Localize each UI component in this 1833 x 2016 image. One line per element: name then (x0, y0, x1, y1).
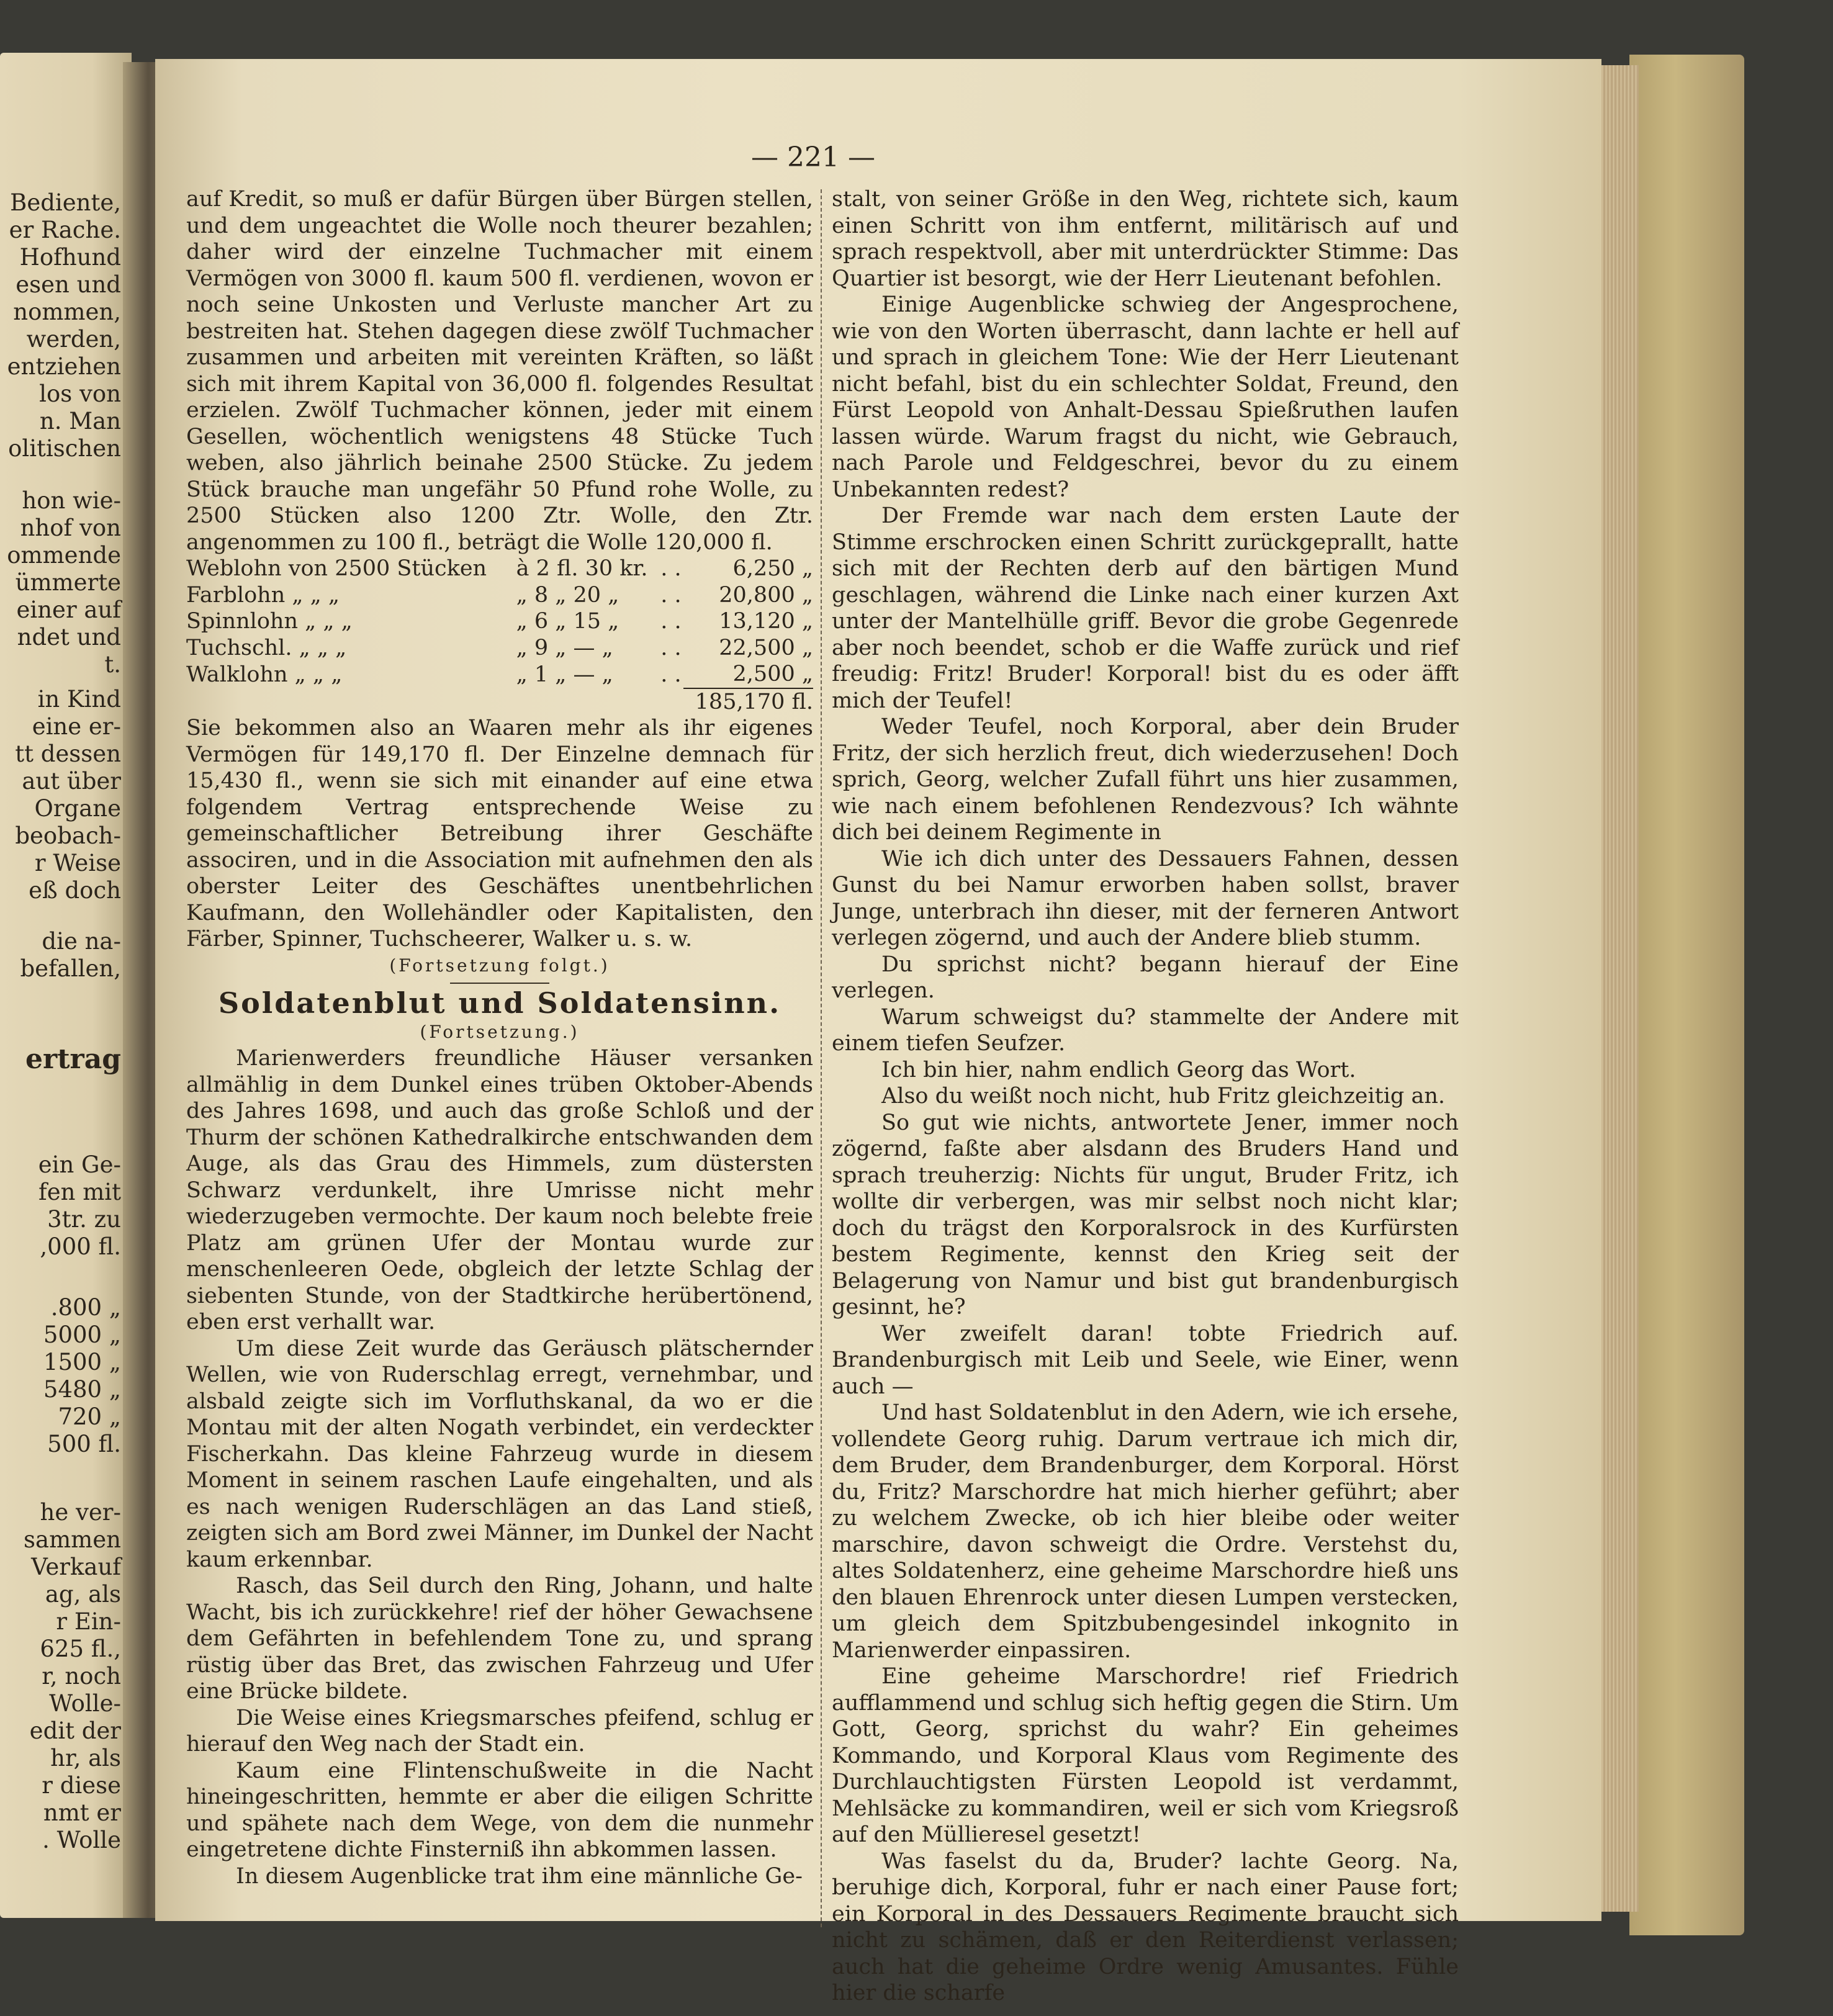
table-row: Farblohn „ „ „ „ 8 „ 20 „ . . 20,800 „ (186, 582, 813, 608)
table-row: Weblohn von 2500 Stücken à 2 fl. 30 kr. . . 6,250 „ (186, 556, 813, 581)
left-page-fragment-block: he ver- sammen Verkauf ag, als r Ein- 625 fl., r, noch Wolle- edit der hr, als r diese nmt er . Wolle (24, 1499, 121, 1853)
story-paragraph: Einige Augenblicke schwieg der Angesprochene, wie von den Worten überrascht, dann lachte er hell auf und sprach in gleichem Tone: Wie der Herr Lieutenant nicht befahl, bist du ein schlechter Soldat, Freund, den Fürst Leopold von Anhalt-Dessau Spießruthen laufen lassen würde. Warum fragst du nicht, wie Gebrauch, nach Parole und Feldgeschrei, bevor du zu einem Unbekannten redest? (832, 292, 1459, 502)
left-page-fragment-block: Bediente, er Rache. Hofhund esen und nommen, werden, entziehen los von n. Man olitischen (7, 189, 121, 462)
story-paragraph: Weder Teufel, noch Korporal, aber dein Bruder Fritz, der sich herzlich freut, dich wiederzusehen! Doch sprich, Georg, welcher Zufall führt uns hier zusammen, wie nach einem befohlenen Rendezvous? Ich wähnte dich bei deinem Regimente in (832, 714, 1459, 845)
story-paragraph: Kaum eine Flintenschußweite in die Nacht hineingeschritten, hemmte er aber die eiligen Schritte und spähete nach dem Wege, von dem die nunmehr eingetretene dichte Finsterniß ihn abkommen lassen. (186, 1758, 813, 1862)
story-paragraph: Warum schweigst du? stammelte der Andere mit einem tiefen Seufzer. (832, 1004, 1459, 1056)
column-divider (821, 189, 822, 1927)
left-page-fragment-block: in Kind eine er- tt dessen aut über Organe beobach- r Weise eß doch (15, 686, 121, 904)
story-paragraph: stalt, von seiner Größe in den Weg, richtete sich, kaum einen Schritt von ihm entfernt, militärisch auf und sprach respektvoll, aber mit unterdrückter Stimme: Das Quartier ist besorgt, wie der Herr Lieutenant befohlen. (832, 187, 1459, 291)
story-paragraph: Was faselst du da, Bruder? lachte Georg. Na, beruhige dich, Korporal, fuhr er nach einer Pause fort; ein Korporal in des Dessauers Regimente braucht sich nicht zu schämen, daß er den Reiterdienst verlassen; auch hat die geheime Ordre wenig Amusantes. Fühle hier die scharfe (832, 1848, 1459, 2005)
article-intro-paragraph: auf Kredit, so muß er dafür Bürgen über Bürgen stellen, und dem ungeachtet die Wolle noch theurer bezahlen; daher wird der einzelne Tuchmacher mit einem Vermögen von 3000 fl. kaum 500 fl. verdienen, wovon er noch seine Unkosten und Verluste mancher Art zu bestreiten hat. Stehen dagegen diese zwölf Tuchmacher zusammen und arbeiten mit vereinten Kräften, so läßt sich mit ihrem Kapital von 36,000 fl. folgendes Resultat erzielen. Zwölf Tuchmacher können, jeder mit einem Gesellen, wöchentlich wenigstens 48 Stücke Tuch weben, also jährlich beinahe 2500 Stücke. Zu jedem Stück brauche man ungefähr 50 Pfund rohe Wolle, zu 2500 Stücken also 1200 Ztr. Wolle, den Ztr. angenommen zu 100 fl., beträgt die Wolle 120,000 fl. (186, 187, 813, 555)
story-paragraph: Und hast Soldatenblut in den Adern, wie ich ersehe, vollendete Georg ruhig. Darum vertraue ich mich dir, dem Bruder, dem Brandenburger, dem Korporal. Hörst du, Fritz? Marschordre hat mich hierher geführt; aber zu welchem Zwecke, ob ich hier bleibe oder weiter marschire, davon schweigt die Ordre. Verstehst du, altes Soldatenherz, eine geheime Marschordre hieß uns den blauen Ehrenrock unter diesen Lumpen verstecken, um gleich dem Spitzbubengesindel inkognito in Marienwerder einpassiren. (832, 1400, 1459, 1663)
story-paragraph: Eine geheime Marschordre! rief Friedrich aufflammend und schlug sich heftig gegen die Stirn. Um Gott, Georg, sprichst du wahr? Ein geheimes Kommando, und Korporal Klaus vom Regimente des Durchlauchtigsten Fürsten Leopold ist verdammt, Mehlsäcke zu kommandiren, weil er sich vom Kriegsroß auf den Müllieresel gesetzt! (832, 1664, 1459, 1847)
table-total-row (186, 688, 813, 716)
left-page-fragment-block: hon wie- nhof von ommende ümmerte einer auf ndet und t. (7, 487, 121, 678)
left-page (0, 53, 132, 1918)
table-row: Walklohn „ „ „ „ 1 „ — „ . . 2,500 „ (186, 662, 813, 687)
table-row: Spinnlohn „ „ „ „ 6 „ 15 „ . . 13,120 „ (186, 609, 813, 634)
story-paragraph: Wer zweifelt daran! tobte Friedrich auf. Brandenburgisch mit Leib und Seele, wie Einer, wenn auch — (832, 1321, 1459, 1399)
story-paragraph: Marienwerders freundliche Häuser versanken allmählig in dem Dunkel eines trüben Oktober-Abends des Jahres 1698, und auch das große Schloß und der Thurm der schönen Kathedralkirche entschwanden dem Auge, als das Grau des Himmels, zum düstersten Schwarz verdunkelt, ihre Umrisse nicht mehr wiederzugeben vermochte. Der kaum noch belebte freie Platz am grünen Ufer der Montau wurde zur menschenleeren Oede, obgleich der letzte Schlag der siebenten Stunde, von der Stadtkirche herübertönend, eben erst verhallt war. (186, 1046, 813, 1334)
story-paragraph: Die Weise eines Kriegsmarsches pfeifend, schlug er hierauf den Weg nach der Stadt ein. (186, 1705, 813, 1757)
left-column (186, 186, 813, 1889)
section-rule (450, 983, 549, 984)
left-page-fragment-block: .800 „ 5000 „ 1500 „ 5480 „ 720 „ 500 fl. (43, 1294, 121, 1457)
left-page-fragment-block: die na- befallen, (20, 928, 121, 982)
story-heading: Soldatenblut und Soldatensinn. (218, 986, 781, 1020)
story-paragraph: Du sprichst nicht? begann hierauf der Eine verlegen. (832, 952, 1459, 1003)
story-paragraph: Um diese Zeit wurde das Geräusch plätschernder Wellen, wie von Ruderschlag erregt, vernehmbar, und alsbald zeigte sich im Vorfluthskanal, da wo er die Montau mit der alten Nogath verbindet, ein verdeckter Fischerkahn. Das kleine Fahrzeug wurde in diesem Moment in seinem raschen Laufe eingehalten, und als es nach wenigen Ruderschlägen an das Land stieß, zeigten sich am Bord zwei Männer, im Dunkel der Nacht kaum erkennbar. (186, 1336, 813, 1572)
story-subheading: (Fortsetzung.) (420, 1021, 580, 1042)
book-cover-edge (1629, 55, 1744, 1935)
article-conclusion-paragraph: Sie bekommen also an Waaren mehr als ihr eigenes Vermögen für 149,170 fl. Der Einzelne demnach für 15,430 fl., wenn sie sich mit einander auf eine etwa folgendem Vertrag entsprechende Weise zu gemeinschaftlicher Betreibung ihrer Geschäfte associren, und in die Association mit aufnehmen den als oberster Leiter des Geschäftes unentbehrlichen Kaufmann, den Wollehändler oder Kapitalisten, den Färber, Spinner, Tuchscheerer, Walker u. s. w. (186, 716, 813, 952)
left-page-heading-fragment: ertrag (25, 1043, 121, 1075)
story-paragraph: Der Fremde war nach dem ersten Laute der Stimme erschrocken einen Schritt zurückgeprallt, hatte sich mit der Rechten derb auf den bärtigen Mund geschlagen, während die Linke nach einer kurzen Axt unter der Mantelhülle griff. Bevor die grobe Gegenrede aber noch beendet, schob er die Waffe zurück und rief freudig: Fritz! Bruder! Korporal! bist du es oder äfft mich der Teufel! (832, 503, 1459, 713)
story-paragraph: Also du weißt noch nicht, hub Fritz gleichzeitig an. (881, 1084, 1445, 1109)
table-total: 185,170 fl. (683, 688, 813, 716)
left-page-fragment-block: ein Ge- fen mit 3tr. zu ,000 fl. (38, 1151, 121, 1260)
page-number: — 221 — (751, 142, 875, 173)
story-paragraph: In diesem Augenblicke trat ihm eine männliche Ge- (236, 1863, 803, 1889)
page-edges (1595, 65, 1639, 1912)
story-paragraph: So gut wie nichts, antwortete Jener, immer noch zögernd, faßte aber alsdann des Bruders Hand und sprach treuherzig: Nichts für ungut, Bruder Fritz, ich wollte dir verbergen, was mir selbst noch nicht klar; doch du trägst den Korporalsrock in des Kurfürsten bestem Regimente, kennst den Krieg seit der Belagerung von Namur und bist gut brandenburgisch gesinnt, he? (832, 1110, 1459, 1320)
story-paragraph: Wie ich dich unter des Dessauers Fahnen, dessen Gunst du bei Namur erworben haben sollst, braver Junge, unterbrach ihn dieser, mit der ferneren Antwort verlegen zögernd, und auch der Andere blieb stumm. (832, 846, 1459, 950)
continuation-note: (Fortsetzung folgt.) (389, 955, 610, 976)
story-paragraph: Rasch, das Seil durch den Ring, Johann, und halte Wacht, bis ich zurückkehre! rief der höher Gewachsene dem Gefährten in befehlendem Tone zu, und sprang rüstig über das Bret, das zwischen Fahrzeug und Ufer eine Brücke bildete. (186, 1573, 813, 1704)
wage-table (186, 556, 813, 715)
right-column (832, 186, 1459, 2007)
story-paragraph: Ich bin hier, nahm endlich Georg das Wort. (881, 1057, 1356, 1082)
table-row: Tuchschl. „ „ „ „ 9 „ — „ . . 22,500 „ (186, 635, 813, 660)
